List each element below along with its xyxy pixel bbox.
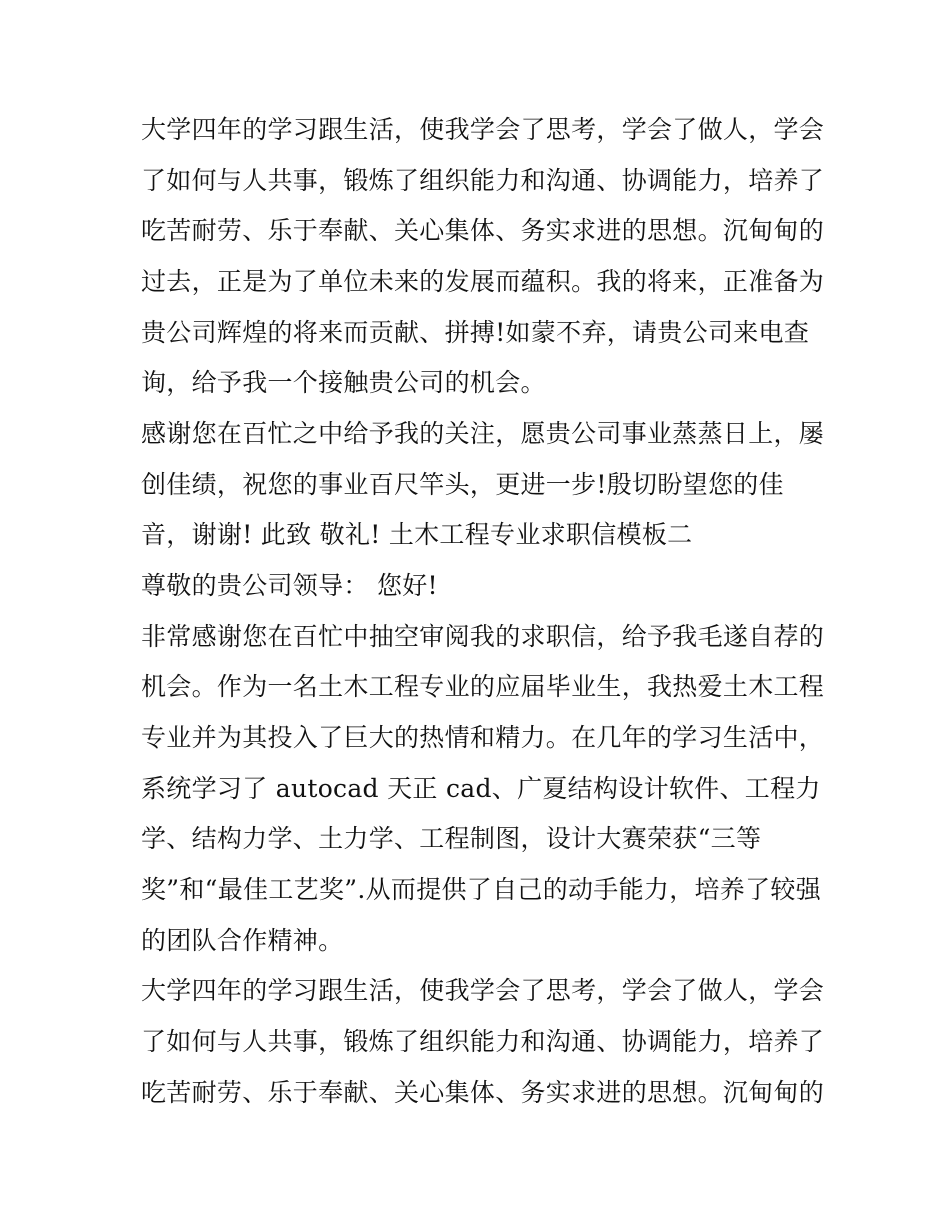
text-line: 奖”和“最佳工艺奖”.从而提供了自己的动手能力，培养了较强 [141,875,821,904]
text-line: 专业并为其投入了巨大的热情和精力。在几年的学习生活中， [141,723,825,752]
text-line: 机会。作为一名土木工程专业的应届毕业生，我热爱土木工程 [141,672,825,701]
text-line: 系统学习了 autocad 天正 cad、广夏结构设计软件、工程力 [141,774,821,803]
text-line: 学、结构力学、土力学、工程制图，设计大赛荣获“三等 [141,824,762,853]
text-line: 创佳绩，祝您的事业百尺竿头，更进一步!殷切盼望您的佳 [141,470,784,499]
text-line: 非常感谢您在百忙中抽空审阅我的求职信，给予我毛遂自荐的 [141,622,825,651]
text-line: 询，给予我一个接触贵公司的机会。 [141,368,546,397]
text-line: 感谢您在百忙之中给予我的关注，愿贵公司事业蒸蒸日上，屡 [141,419,825,448]
text-line: 贵公司辉煌的将来而贡献、拼搏!如蒙不弃，请贵公司来电查 [141,318,810,347]
text-line: 大学四年的学习跟生活，使我学会了思考，学会了做人，学会 [141,976,825,1005]
text-line: 大学四年的学习跟生活，使我学会了思考，学会了做人，学会 [141,115,825,144]
text-line: 尊敬的贵公司领导： 您好! [141,571,438,600]
text-line: 的团队合作精神。 [141,926,344,955]
text-line: 吃苦耐劳、乐于奉献、关心集体、务实求进的思想。沉甸甸的 [141,1078,825,1107]
text-line: 音，谢谢! 此致 敬礼! 土木工程专业求职信模板二 [141,520,693,549]
text-line: 了如何与人共事，锻炼了组织能力和沟通、协调能力，培养了 [141,166,825,195]
text-line: 吃苦耐劳、乐于奉献、关心集体、务实求进的思想。沉甸甸的 [141,216,825,245]
text-line: 过去，正是为了单位未来的发展而蕴积。我的将来，正准备为 [141,267,825,296]
text-line: 了如何与人共事，锻炼了组织能力和沟通、协调能力，培养了 [141,1027,825,1056]
